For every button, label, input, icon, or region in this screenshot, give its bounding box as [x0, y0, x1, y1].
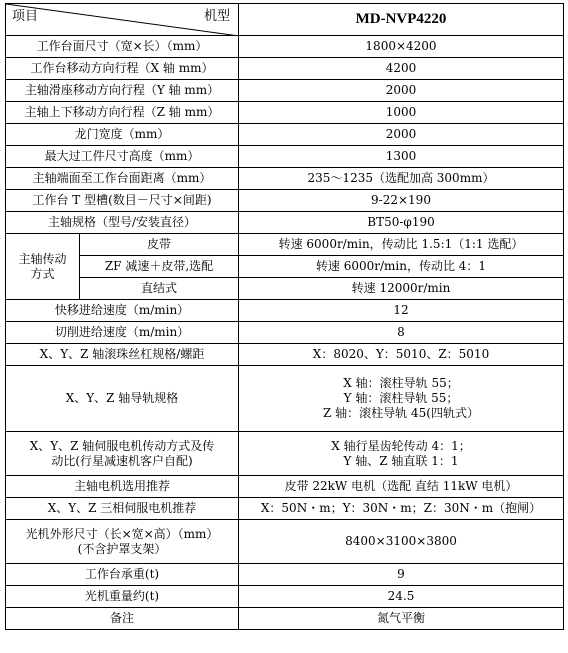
table-row	[6, 168, 564, 190]
row-value: 4200	[239, 58, 564, 80]
row-value: 12	[239, 300, 564, 322]
row-label: 工作台移动方向行程（X 轴 mm）	[6, 58, 239, 80]
row-label: X、Y、Z 轴滚珠丝杠规格/螺距	[6, 344, 239, 366]
header-corner-cell	[6, 4, 239, 36]
servo-drive-value-line1: X 轴行星齿轮传动 4：1；	[331, 438, 471, 453]
drive-belt-value: 转速 6000r/min，传动比 1.5:1（1:1 选配）	[239, 234, 564, 256]
table-row	[6, 124, 564, 146]
row-label: 工作台面尺寸（宽×长）（mm）	[6, 36, 239, 58]
row-label: 工作台 T 型槽(数目－尺寸×间距)	[6, 190, 239, 212]
table-row	[6, 146, 564, 168]
table-row	[6, 212, 564, 234]
table-row	[6, 520, 564, 564]
header-item-label: 项目	[12, 9, 39, 24]
table-row	[6, 432, 564, 476]
table-row	[6, 256, 564, 278]
table-row	[6, 608, 564, 630]
drive-direct-value: 转速 12000r/min	[239, 278, 564, 300]
servo-drive-label-line2: 动比(行星减速机客户自配)	[51, 453, 193, 468]
row-label: 主轴规格（型号/安装直径）	[6, 212, 239, 234]
table-row	[6, 586, 564, 608]
row-value: 氮气平衡	[239, 608, 564, 630]
row-value: X：8020、Y：5010、Z：5010	[239, 344, 564, 366]
servo-drive-label-line1: X、Y、Z 轴伺服电机传动方式及传	[29, 438, 215, 453]
dimensions-label-line2: (不含护罩支架）	[77, 541, 167, 556]
table-row	[6, 300, 564, 322]
row-value: 8	[239, 322, 564, 344]
row-value: 皮带 22kW 电机（选配 直结 11kW 电机）	[239, 476, 564, 498]
drive-direct-label: 直结式	[80, 278, 239, 300]
drive-belt-label: 皮带	[80, 234, 239, 256]
table-row	[6, 190, 564, 212]
guide-value	[239, 366, 564, 432]
row-label: 主轴上下移动方向行程（Z 轴 mm）	[6, 102, 239, 124]
table-row	[6, 498, 564, 520]
header-row	[6, 4, 564, 36]
table-row	[6, 102, 564, 124]
drive-label-line1: 主轴传动	[18, 251, 67, 266]
row-value: X：50N・m；Y：30N・m；Z：30N・m（抱闸）	[239, 498, 564, 520]
drive-zf-label: ZF 减速＋皮带,选配	[80, 256, 239, 278]
drive-group-label	[6, 234, 80, 300]
row-label: X、Y、Z 三相伺服电机推荐	[6, 498, 239, 520]
row-value: 1300	[239, 146, 564, 168]
spec-table	[5, 3, 564, 630]
row-label: X、Y、Z 轴导轨规格	[6, 366, 239, 432]
table-row	[6, 278, 564, 300]
row-label: 快移进给速度（m/min）	[6, 300, 239, 322]
model-name: MD-NVP4220	[239, 4, 564, 36]
table-row	[6, 58, 564, 80]
row-value: 1800×4200	[239, 36, 564, 58]
table-row	[6, 344, 564, 366]
table-row	[6, 476, 564, 498]
drive-zf-value: 转速 6000r/min，传动比 4：1	[239, 256, 564, 278]
servo-drive-label	[6, 432, 239, 476]
guide-z-line: Z 轴：滚柱导轨 45(四轨式）	[323, 406, 479, 420]
row-label: 工作台承重(t)	[6, 564, 239, 586]
row-value: 2000	[239, 124, 564, 146]
row-label: 主轴滑座移动方向行程（Y 轴 mm）	[6, 80, 239, 102]
row-value: 9	[239, 564, 564, 586]
table-row	[6, 366, 564, 432]
row-label: 最大过工件尺寸高度（mm）	[6, 146, 239, 168]
row-label: 光机重量约(t)	[6, 586, 239, 608]
row-label: 主轴电机选用推荐	[6, 476, 239, 498]
servo-drive-value-line2: Y 轴、Z 轴直联 1：1	[343, 453, 459, 468]
servo-drive-value	[239, 432, 564, 476]
dimensions-label	[6, 520, 239, 564]
row-value: 235～1235（选配加高 300mm）	[239, 168, 564, 190]
guide-x-line: X 轴：滚柱导轨 55；	[343, 376, 459, 390]
dimensions-label-line1: 光机外形尺寸（长×宽×高）（mm）	[25, 526, 219, 541]
row-value: 1000	[239, 102, 564, 124]
row-value: 24.5	[239, 586, 564, 608]
table-row	[6, 36, 564, 58]
table-row	[6, 80, 564, 102]
table-row	[6, 322, 564, 344]
row-value: 9-22×190	[239, 190, 564, 212]
row-value: BT50-φ190	[239, 212, 564, 234]
header-model-label: 机型	[203, 9, 230, 24]
row-value: 2000	[239, 80, 564, 102]
drive-label-line2: 方式	[30, 266, 55, 281]
row-label: 切削进给速度（m/min）	[6, 322, 239, 344]
row-label: 龙门宽度（mm）	[6, 124, 239, 146]
table-row	[6, 234, 564, 256]
row-label: 备注	[6, 608, 239, 630]
row-label: 主轴端面至工作台面距离（mm）	[6, 168, 239, 190]
dimensions-value: 8400×3100×3800	[239, 520, 564, 564]
table-row	[6, 564, 564, 586]
guide-y-line: Y 轴：滚柱导轨 55；	[343, 391, 459, 405]
